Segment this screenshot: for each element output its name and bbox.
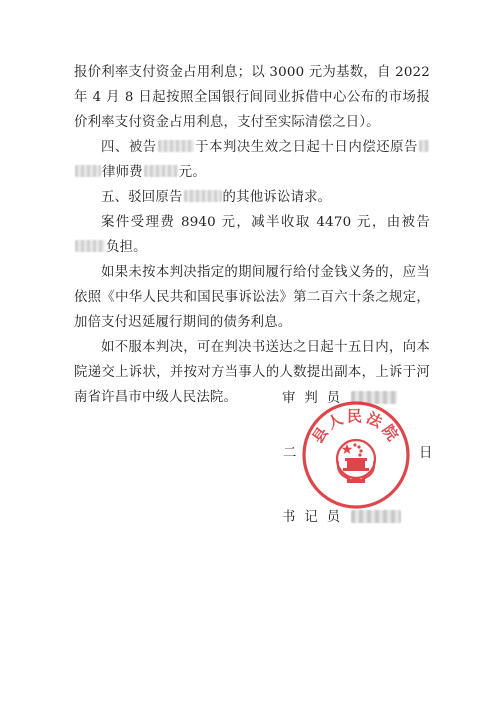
clerk-label: 书记员 bbox=[282, 510, 350, 525]
judge-label: 审判员 bbox=[282, 391, 350, 406]
court-seal-stamp bbox=[300, 399, 412, 511]
judgment-body bbox=[74, 60, 430, 410]
redacted-fee-amount bbox=[144, 165, 178, 177]
seal-emblem-gate bbox=[343, 458, 369, 471]
court-fee-end: 负担。 bbox=[106, 240, 147, 255]
seal-emblem-stars bbox=[342, 443, 363, 456]
item-four-lead: 四、被告 bbox=[101, 140, 157, 155]
paragraph-appeal: 如不服本判决，可在判决书送达之日起十五日内，向本院递交上诉状，并按对方当事人的人数提出副本，上诉于河南省许昌市中级人民法院。 bbox=[74, 340, 430, 405]
redacted-plaintiff-name bbox=[419, 140, 429, 152]
redacted-defendant-name-2 bbox=[75, 240, 105, 252]
paragraph-item-four bbox=[74, 135, 430, 185]
redacted-plaintiff-name-cont bbox=[75, 165, 101, 177]
seal-emblem-base bbox=[347, 479, 365, 483]
redacted-clerk-name bbox=[351, 510, 401, 523]
date-left: 二 bbox=[283, 446, 297, 461]
seal-arc-text: 县人民法院 bbox=[308, 407, 404, 447]
redacted-plaintiff-name-2 bbox=[184, 190, 222, 202]
paragraph-interest: 报价利率支付资金占用利息；以 3000 元为基数，自 2022 年 4 月 8 日起按照全国银行间同业拆借中心公布的市场报价利率支付资金占用利息，支付至实际清偿之日）。 bbox=[74, 65, 430, 130]
paragraph-item-five bbox=[74, 185, 430, 210]
item-four-body: 于本判决生效之日起十日内偿还原告 bbox=[194, 140, 418, 155]
date-right: 日 bbox=[419, 446, 433, 461]
paragraph-court-fee bbox=[74, 210, 430, 260]
item-four-fee: 律师费 bbox=[102, 165, 143, 180]
clerk-line bbox=[282, 508, 401, 528]
redacted-defendant-name bbox=[158, 140, 194, 152]
item-five-body: 的其他诉讼请求。 bbox=[222, 190, 332, 205]
item-four-end: 元。 bbox=[178, 165, 206, 180]
paragraph-late-payment: 如果未按本判决指定的期间履行给付金钱义务的，应当依照《中华人民共和国民事诉讼法》第二百六十条之规定，加倍支付迟延履行期间的债务利息。 bbox=[74, 265, 430, 330]
court-fee-text: 案件受理费 8940 元，减半收取 4470 元，由被告 bbox=[101, 215, 430, 230]
item-five-lead: 五、驳回原告 bbox=[101, 190, 183, 205]
